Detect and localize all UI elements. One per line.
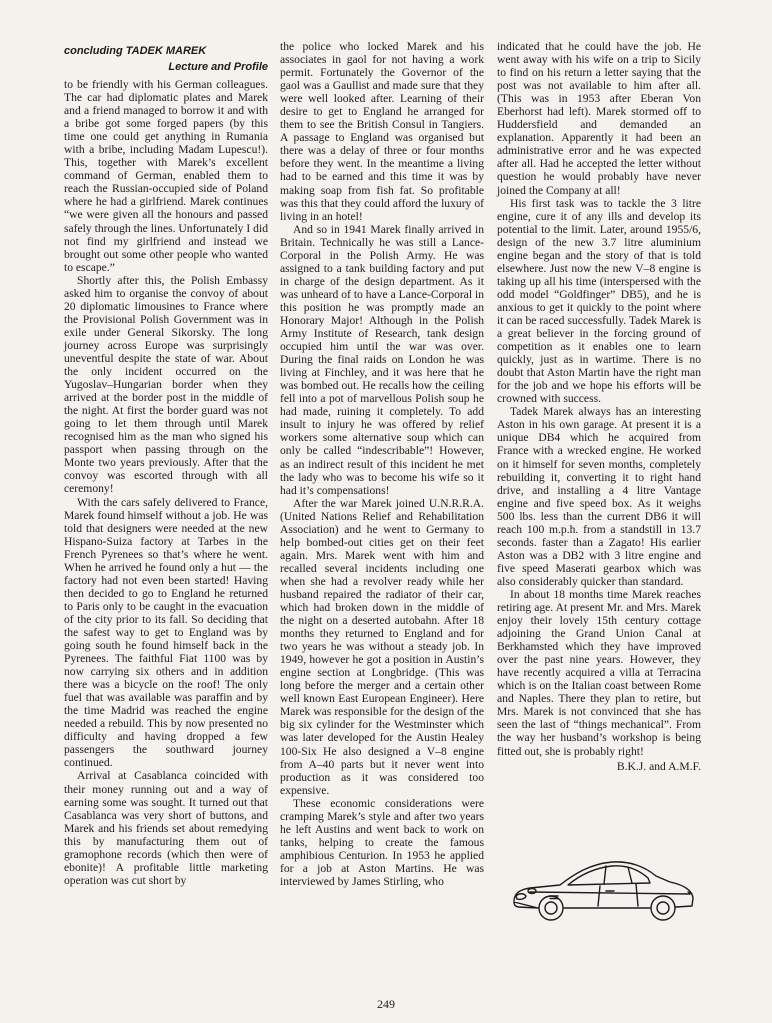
sports-car-illustration bbox=[508, 850, 698, 928]
page-number: 249 bbox=[377, 997, 395, 1011]
author-signature: B.K.J. and A.M.F. bbox=[616, 759, 701, 773]
paragraph: After the war Marek joined U.N.R.R.A. (United Nations Relief and Rehabilitation Association) and he went to Germany to help bombed-out cities get on their feet again. Mrs. Marek went with him and recalled several incidents including one when she had a revolver ready while her husband repaired the radiator of their car, which had broken down in the middle of the night on a deserted autobahn. After 18 months they returned to England and for two years he was without a steady job. In 1949, however he got a position in Austin’s engine section at Longbridge. (This was long before the merger and a certain other well known East European Engineer). Here Marek was responsible for the design of the big six cylinder for the Westminster which was later developed for the Austin Healey 100-Six He also designed a V–8 engine from A–40 parts but it never went into production as it was considered too expensive. bbox=[280, 496, 484, 797]
paragraph: With the cars safely delivered to France, Marek found himself without a job. He was told that designers were needed at the new Hispano-Suiza factory at Tarbes in the French Pyrenees so that’s where he went. When he arrived he found only a hut — the factory had not even been started! Having then decided to go to England he returned to Paris only to be caught in the evacuation of the city prior to its fall. So deciding that the safest way to get to England was by going south he found himself back in the Pyrenees. The faithful Fiat 1100 was by now carrying six others and in addition there was a bicycle on the roof! The only fuel that was available was paraffin and by the time Madrid was reached the engine needed a rebuild. This by now presented no difficulty and having dropped a few passengers the southward journey continued. bbox=[64, 495, 268, 770]
paragraph: In about 18 months time Marek reaches retiring age. At present Mr. and Mrs. Marek enjoy their lovely 15th century cottage adjoining the Grand Union Canal at Berkhamsted which they have improved over the past nine years. However, they have recently acquired a villa at Terracina which is on the Italian coast between Rome and Naples. There they plan to retire, but Mrs. Marek is not convinced that she has seen the last of “things mechanical”. From the way her husband’s workshop is being fitted out, she is probably right! bbox=[497, 587, 701, 758]
paragraph: His first task was to tackle the 3 litre engine, cure it of any ills and develop its potential to the limit. Later, around 1955/6, design of the new 3.7 litre aluminium engine began and the story of that is told elsewhere. Just now the new V–8 engine is taking up all his time (interspersed with the odd model “Goldfinger” DB5), and he is anxious to get it quickly to the point where it can be raced successfully. Tadek Marek is a great believer in the forcing ground of competition as it enables one to learn quickly, just as in wartime. There is no doubt that Aston Martin have the right man for the job and we hope his efforts will be crowned with success. bbox=[497, 196, 701, 406]
paragraph: And so in 1941 Marek finally arrived in Britain. Technically he was still a Lance-Corporal in the Polish Army. He was assigned to a tank building factory and put in charge of the design department. As it was unheard of to have a Lance-Corporal in this position he was promptly made an Honorary Major! Although in the Polish Army Institute of Research, tank design occupied him until the war was over. During the final raids on London he was living at Finchley, and it was here that he was bombed out. He recalls how the ceiling fell into a pot of marvellous Polish soup he had made, ruining it completely. To add insult to injury he was offered by relief workers some alternative soup which can only be called “indescribable”! However, as an indirect result of this incident he met the lady who was to become his wife so it had it’s compensations! bbox=[280, 222, 484, 497]
paragraph: Shortly after this, the Polish Embassy asked him to organise the convoy of about 20 diplomatic limousines to France where the Provisional Polish Government was in exile under General Sikorsky. The long journey across Europe was surprisingly uneventful despite the state of war. About the only incident occurred on the Yugoslav–Hungarian border when they arrived at the border post in the middle of the night. At first the border guard was not going to let them through until Marek recognised him as the man who signed his passport when passing through on the Monte two years previously. After that the convoy was escorted through with all ceremony! bbox=[64, 273, 268, 496]
paragraph: Tadek Marek always has an interesting Aston in his own garage. At present it is a unique DB4 which he acquired from France with a wrecked engine. He worked on it himself for seven months, completely rebuilding it, converting it to right hand drive, and installing a 4 litre Vantage engine and five speed box. As it weighs 500 lbs. less than the current DB6 it will reach 100 m.p.h. from a standstill in 13.7 seconds. faster than a Zagato! His earlier Aston was a DB2 with 3 litre engine and five speed Maserati gearbox which was also considerably quicker than standard. bbox=[497, 405, 701, 588]
paragraph: to be friendly with his German colleagues. The car had diplomatic plates and Marek and a friend managed to borrow it and with a bribe got some forged papers (by this time one could get anything in Rumania with a bribe, including Madam Lupescu!). This, together with Marek’s excellent command of German, enabled them to reach the Russian-occupied side of Poland where he had a girlfriend. Marek continues “we were given all the honours and passed safely through the lines. Unfortunately I did not find my girlfriend and instead we brought out some other people who wanted to escape.” bbox=[64, 78, 268, 274]
paragraph: indicated that he could have the job. He went away with his wife on a trip to Sicily to find on his return a letter saying that the post was not available to him after all. (This was in 1953 after Eberan Von Eberhorst had left). Marek stormed off to Huddersfield and demanded an explanation. Apparently it had been an administrative error and he was expected after all. Had he accepted the letter without question he would probably have never joined the Company at all! bbox=[497, 40, 701, 197]
column-1 bbox=[64, 40, 268, 887]
paragraph: Arrival at Casablanca coincided with their money running out and a way of earning some was sought. It turned out that Casablanca was very short of buttons, and Marek and his friends set about remedying this by manufacturing them out of gramophone records (which then were of ebonite)! A profitable little marketing operation was cut short by bbox=[64, 769, 268, 887]
paragraph: the police who locked Marek and his associates in gaol for not having a work permit. Fortunately the Governor of the gaol was a Gaullist and made sure that they were well looked after. Learning of their desire to get to England he arranged for them to see the British Consul in Tangiers. A passage to England was organised but there was a delay of three or four months before they went. In the meantime a living had to be earned and this time it was by making soap from fish fat. So profitable was this that they could afford the luxury of living in an hotel! bbox=[280, 40, 484, 223]
paragraph: These economic considerations were cramping Marek’s style and after two years he left Austins and went back to work on tanks, helping to create the famous amphibious Centurion. In 1953 he applied for a job at Aston Martins. He was interviewed by James Stirling, who bbox=[280, 796, 484, 888]
article-subkicker: Lecture and Profile bbox=[168, 61, 268, 73]
column-3 bbox=[497, 40, 701, 773]
column-2 bbox=[280, 40, 484, 888]
article-kicker: concluding TADEK MAREK bbox=[64, 45, 207, 57]
